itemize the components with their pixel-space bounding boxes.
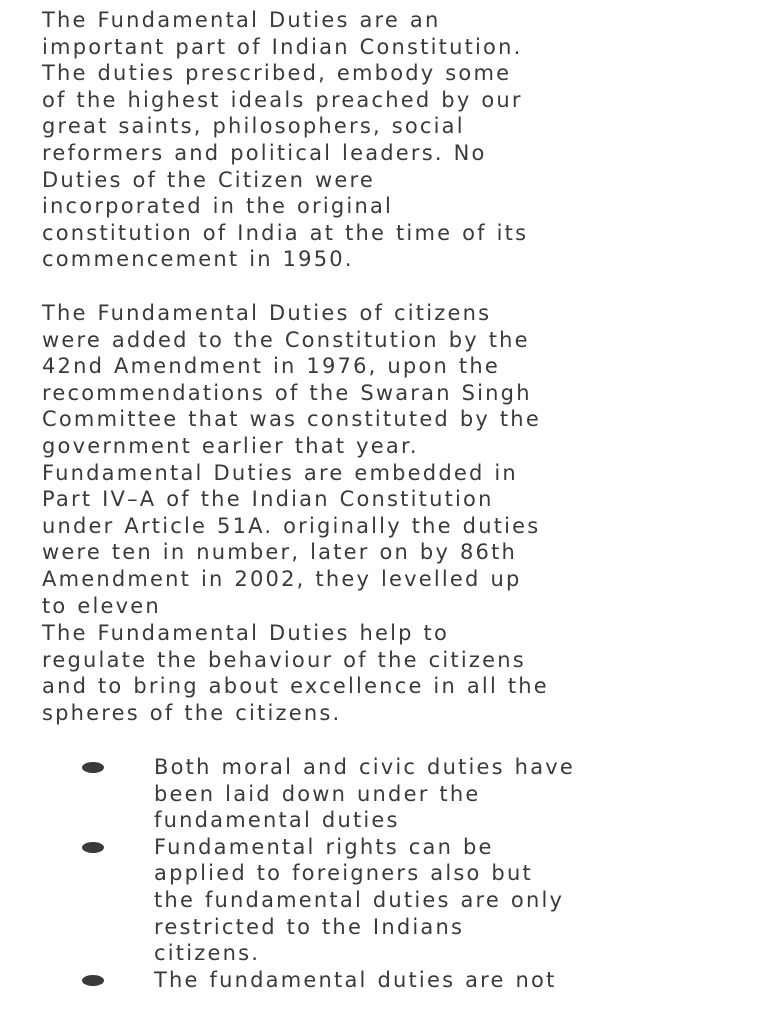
bullet-text: The fundamental duties are not <box>154 967 557 992</box>
bullet-icon <box>82 975 104 986</box>
paragraph-purpose: The Fundamental Duties help to regulate the behaviour of the citizens and to bring about excellence in all the spheres of the citizens. <box>42 621 549 725</box>
paragraph-amendment: The Fundamental Duties of citizens were added to the Constitution by the 42nd Amendment in 1976, upon the recommendations of the Swaran Singh Committee that was constituted by the government earlier that year. Fundamental Duties are embedded in Part IV–A of the Indian Constitution under Article 51A. originally the duties were ten in number, later on by 86th Amendment in 2002, they levelled up to eleven <box>42 301 541 618</box>
list-item <box>0 754 768 834</box>
bullet-text: Fundamental rights can be applied to foreigners also but the fundamental duties are only restricted to the Indians citizens. <box>154 834 565 966</box>
paragraph-intro: The Fundamental Duties are an important part of Indian Constitution. The duties prescribed, embody some of the highest ideals preached by our great saints, philosophers, social reformers and political leaders. No Duties of the Citizen were incorporated in the original constitution of India at the time of its commencement in 1950. <box>42 8 529 272</box>
bullet-icon <box>82 762 104 773</box>
list-item <box>0 834 768 967</box>
bullet-text: Both moral and civic duties have been laid down under the fundamental duties <box>154 755 576 833</box>
bullet-list <box>0 754 768 993</box>
bullet-icon <box>82 842 104 853</box>
list-item <box>0 967 768 994</box>
